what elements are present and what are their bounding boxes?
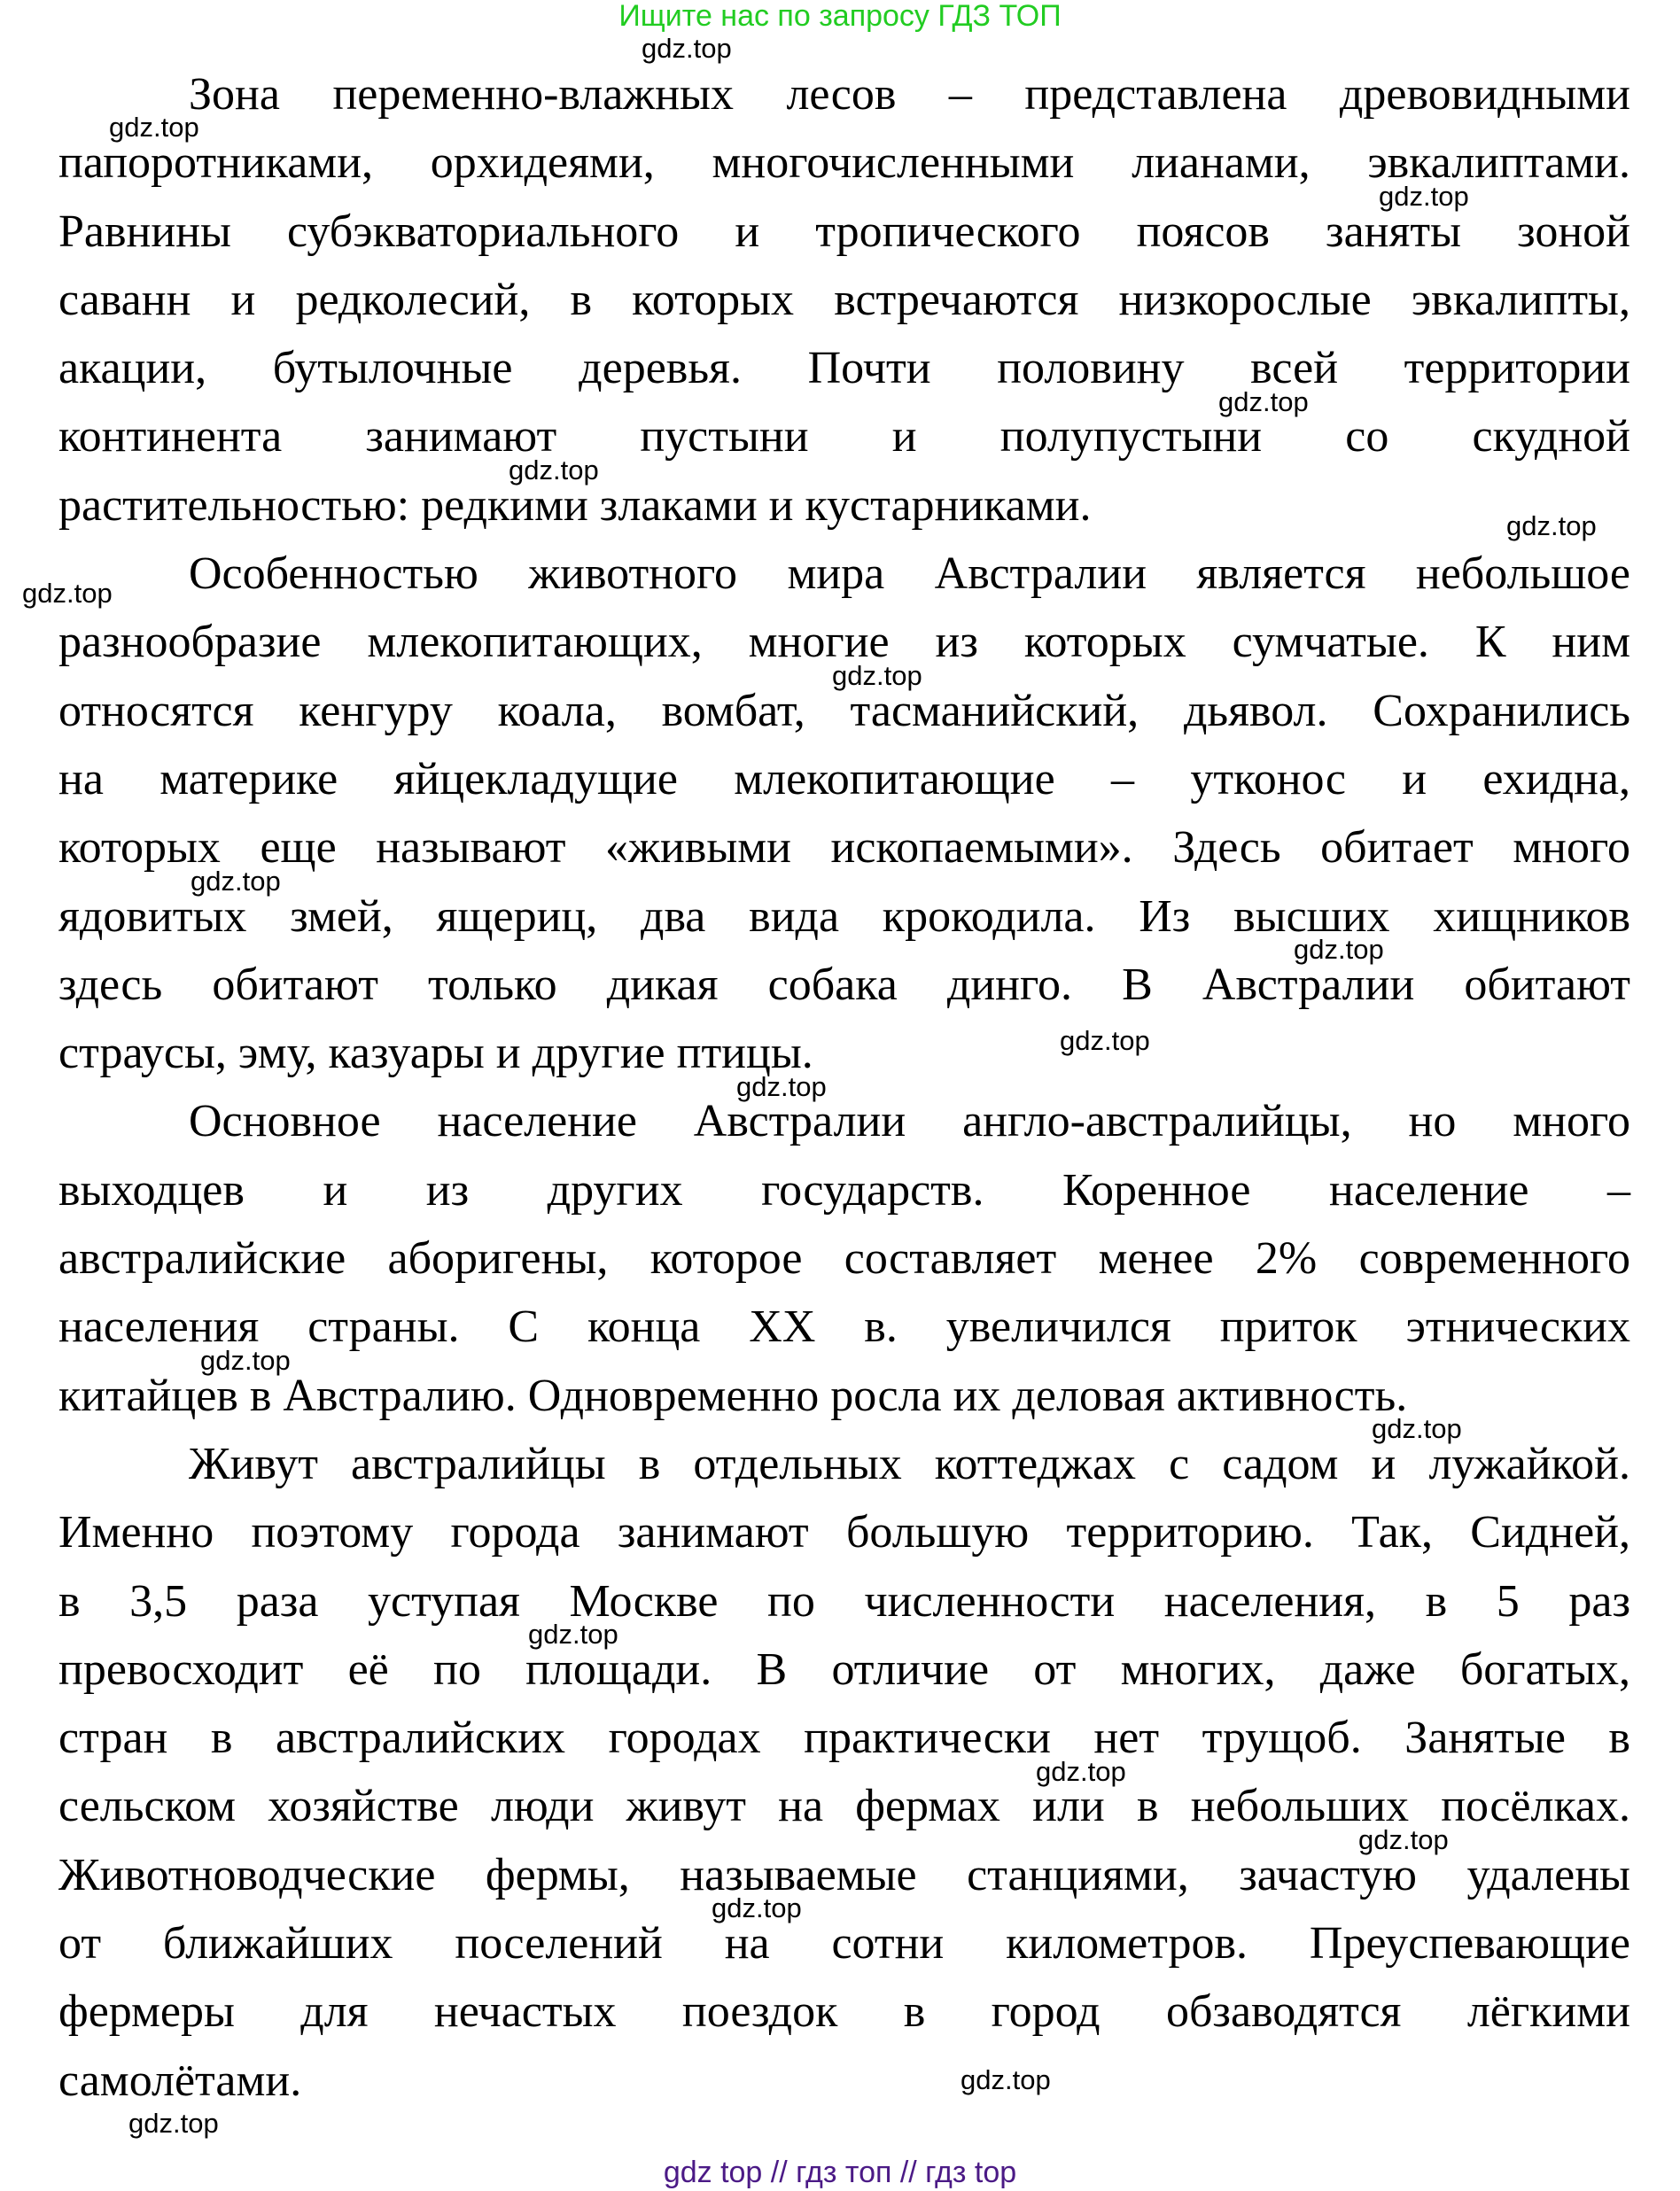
text-line: стран в австралийских городах практически нет трущоб. Занятые в <box>58 1713 1630 1764</box>
text-line: Особенностью животного мира Австралии является небольшое <box>189 548 1630 600</box>
watermark: gdz.top <box>1294 934 1384 965</box>
document-body <box>58 60 1630 2115</box>
text-line: Зона переменно-влажных лесов – представлена древовидными <box>189 69 1630 120</box>
text-line: папоротниками, орхидеями, многочисленными лианами, эвкалиптами. <box>58 137 1630 189</box>
text-line: населения страны. С конца XX в. увеличился приток этнических <box>58 1301 1630 1353</box>
text-line: разнообразие млекопитающих, многие из которых сумчатые. К ним <box>58 617 1630 668</box>
watermark: gdz.top <box>1358 1824 1449 1855</box>
watermark: gdz.top <box>200 1345 291 1376</box>
watermark: gdz.top <box>191 866 281 897</box>
watermark: gdz.top <box>1060 1025 1150 1056</box>
text-line: в 3,5 раза уступая Москве по численности населения, в 5 раз <box>58 1575 1630 1627</box>
text-line: китайцев в Австралию. Одновременно росла их деловая активность. <box>58 1370 1408 1421</box>
text-line: ядовитых змей, ящериц, два вида крокодила. Из высших хищников <box>58 890 1630 942</box>
search-banner: Ищите нас по запросу ГДЗ ТОП <box>618 0 1062 33</box>
text-line: относятся кенгуру коала, вомбат, тасманийский, дьявол. Сохранились <box>58 685 1630 736</box>
paragraph <box>58 1430 1630 2115</box>
watermark: gdz.top <box>1036 1756 1126 1787</box>
watermark: gdz.top <box>528 1619 618 1650</box>
text-line: саванн и редколесий, в которых встречаются низкорослые эвкалипты, <box>58 274 1630 325</box>
text-line: сельском хозяйстве люди живут на фермах или в небольших посёлках. <box>58 1781 1630 1832</box>
text-line: Именно поэтому города занимают большую территорию. Так, Сидней, <box>58 1507 1630 1558</box>
watermark: gdz.top <box>642 33 732 64</box>
text-line: фермеры для нечастых поездок в город обзаводятся лёгкими <box>58 1986 1630 2038</box>
text-line: акации, бутылочные деревья. Почти половину всей территории <box>58 343 1630 394</box>
watermark: gdz.top <box>128 2108 219 2139</box>
watermark: gdz.top <box>22 578 113 609</box>
text-line: самолётами. <box>58 2055 302 2106</box>
text-line: превосходит её по площади. В отличие от многих, даже богатых, <box>58 1643 1630 1695</box>
text-line: которых еще называют «живыми ископаемыми». Здесь обитает много <box>58 822 1630 874</box>
text-line: от ближайших поселений на сотни километров. Преуспевающие <box>58 1918 1630 1970</box>
text-line: Равнины субэкваториального и тропического поясов заняты зоной <box>58 206 1630 257</box>
watermark: gdz.top <box>832 660 922 691</box>
watermark: gdz.top <box>961 2064 1051 2095</box>
text-line: Животноводческие фермы, называемые станциями, зачастую удалены <box>58 1849 1630 1900</box>
watermark: gdz.top <box>509 455 599 486</box>
watermark: gdz.top <box>736 1071 827 1102</box>
watermark: gdz.top <box>712 1892 802 1923</box>
watermark: gdz.top <box>109 112 199 143</box>
watermark: gdz.top <box>1506 510 1597 541</box>
text-line: Основное население Австралии англо-австралийцы, но много <box>189 1096 1630 1147</box>
text-line: австралийские аборигены, которое составляет менее 2% современного <box>58 1233 1630 1285</box>
text-line: растительностью: редкими злаками и кустарниками. <box>58 479 1092 531</box>
text-line: на материке яйцекладущие млекопитающие – утконос и ехидна, <box>58 753 1630 804</box>
footer-watermark: gdz top // гдз топ // гдз top <box>663 2156 1017 2189</box>
text-line: выходцев и из других государств. Коренное население – <box>58 1164 1630 1216</box>
watermark: gdz.top <box>1218 386 1309 417</box>
watermark: gdz.top <box>1379 181 1469 212</box>
text-line: Живут австралийцы в отдельных коттеджах с садом и лужайкой. <box>189 1438 1630 1489</box>
paragraph <box>58 1087 1630 1429</box>
text-line: континента занимают пустыни и полупустыни со скудной <box>58 411 1630 462</box>
paragraph <box>58 540 1630 1087</box>
text-line: здесь обитают только дикая собака динго. В Австралии обитают <box>58 959 1630 1010</box>
paragraph <box>58 60 1630 540</box>
text-line: страусы, эму, казуары и другие птицы. <box>58 1028 813 1079</box>
watermark: gdz.top <box>1372 1413 1462 1444</box>
